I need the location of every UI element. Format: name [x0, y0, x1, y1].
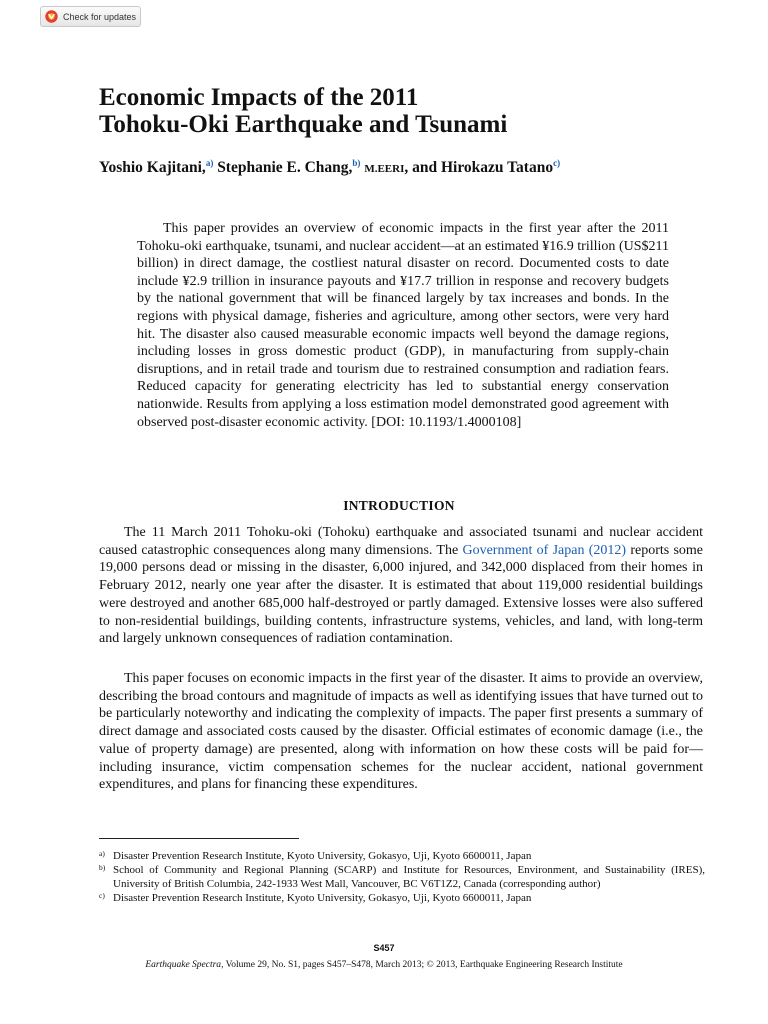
footnote-text: School of Community and Regional Planning (SCARP) and Institute for Resources, Environment, and Sustainability (IRES), University of British Columbia, 242-1933 West Mall, Vancouver, BC V6T1Z2, Canada (corresponding author): [113, 864, 705, 890]
author-name: Stephanie E. Chang,: [217, 159, 353, 176]
footnotes: [99, 849, 705, 905]
footnote-mark: c): [99, 891, 105, 900]
intro-text: reports some 19,000 persons dead or missing in the disaster, 6,000 injured, and 342,000 displaced from their homes in February 2012, nearly one year after the disaster. It is estimated that about 119,000 residential buildings were destroyed and another 685,000 half-destroyed or partly damaged. Extensive losses were also suffered to non-residential buildings, building contents, infrastructure systems, vehicles, and land, with long-term and largely unknown consequences of radiation contamination.: [99, 542, 703, 647]
crossmark-icon: [45, 10, 58, 23]
citation-link[interactable]: Government of Japan (2012): [462, 542, 627, 558]
title-line-2: Tohoku-Oki Earthquake and Tsunami: [99, 111, 508, 138]
section-heading-introduction: INTRODUCTION: [343, 498, 455, 513]
affiliation-link[interactable]: c): [553, 158, 561, 168]
author-list: Yoshio Kajitani,$^{a)}$ Stephanie E. Chang,$^{b)}$ M.EERI, and Hirokazu Tatano$^{c)}$: [99, 158, 561, 176]
footnote: [99, 891, 705, 905]
intro-text: The 11 March 2011 Tohoku-oki (Tohoku) earthquake and associated tsunami and nuclear accident caused catastrophic consequences along many dimensions. The: [99, 525, 703, 558]
footnote-mark: a): [99, 849, 105, 858]
citation-details: , Volume 29, No. S1, pages S457–S478, March 2013; © 2013, Earthquake Engineering Research Institute: [221, 960, 623, 970]
title-line-1: Economic Impacts of the 2011: [99, 84, 419, 111]
footnote: [99, 863, 705, 891]
membership-label: M.EERI: [364, 163, 405, 175]
check-for-updates-label: Check for updates: [63, 11, 137, 22]
page-number: S457: [373, 943, 395, 953]
author-name: Yoshio Kajitani,: [99, 159, 206, 176]
intro-paragraph-1: [99, 524, 703, 648]
affiliation-link[interactable]: b): [352, 158, 361, 168]
footnote-divider: [99, 838, 299, 839]
footnote-text: Disaster Prevention Research Institute, Kyoto University, Gokasyo, Uji, Kyoto 6600011, Japan: [113, 892, 532, 904]
journal-name: Earthquake Spectra: [145, 960, 222, 970]
footnote: [99, 849, 705, 863]
footnote-text: Disaster Prevention Research Institute, Kyoto University, Gokasyo, Uji, Kyoto 6600011, Japan: [113, 850, 532, 862]
author-name: and Hirokazu Tatano: [412, 159, 554, 176]
intro-paragraph-2: This paper focuses on economic impacts in the first year of the disaster. It aims to provide an overview, describing the broad contours and magnitude of impacts as well as identifying issues that have turned out to be particularly noteworthy and indicating the complexity of impacts. The paper first presents a summary of direct damage and associated costs caused by the disaster. Official estimates of economic damage (i.e., the value of property damage) are presented, along with information on how these costs will be paid for—including insurance, victim compensation schemes for the nuclear accident, national government expenditures, and plans for financing these expenditures.: [99, 671, 703, 793]
check-for-updates-button[interactable]: [40, 6, 141, 27]
paper-title: [99, 84, 699, 138]
footnote-mark: b): [99, 863, 106, 872]
abstract: This paper provides an overview of economic impacts in the first year after the 2011 Tohoku-oki earthquake, tsunami, and nuclear accident—at an estimated ¥16.9 trillion (US$211 billion) in direct damage, the costliest natural disaster on record. Documented costs to date include ¥2.9 trillion in insurance payouts and ¥17.7 trillion in response and recovery budgets by the national government that will be financed largely by tax increases and bonds. In the regions with physical damage, fisheries and agriculture, among other sectors, were very hard hit. The disaster also caused measurable economic impacts well beyond the damage regions, including losses in gross domestic product (GDP), in manufacturing from supply-chain disruptions, and in retail trade and tourism due to restrained consumption and radiation fears. Reduced capacity for generating electricity has led to substantial energy conservation nationwide. Results from applying a loss estimation model demonstrated good agreement with observed post-disaster economic activity. [DOI: 10.1193/1.4000108]: [137, 221, 669, 430]
journal-citation: [0, 960, 768, 970]
affiliation-link[interactable]: a): [205, 158, 214, 168]
